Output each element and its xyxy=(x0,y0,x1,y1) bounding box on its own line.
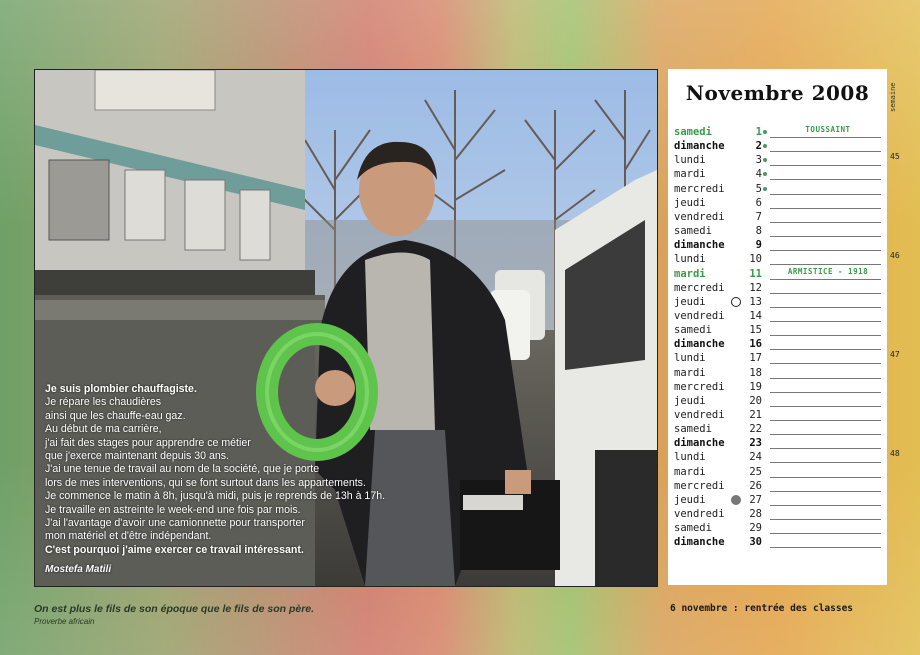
holiday-dot-icon xyxy=(763,144,767,148)
story-line: Je commence le matin à 8h, jusqu'à midi, puis je reprends de 13h à 17h. xyxy=(45,490,386,503)
writing-line xyxy=(770,406,881,407)
writing-line xyxy=(770,477,881,478)
day-number: 21 xyxy=(749,409,762,421)
writing-line xyxy=(770,349,881,350)
day-name: dimanche xyxy=(674,536,725,549)
calendar-day-row xyxy=(668,282,887,296)
day-name: dimanche xyxy=(674,437,725,450)
day-name: samedi xyxy=(674,225,712,238)
day-number: 16 xyxy=(749,338,762,351)
calendar-day-row xyxy=(668,494,887,508)
day-number: 18 xyxy=(749,366,762,379)
calendar-day-row xyxy=(668,338,887,352)
writing-line xyxy=(770,462,881,463)
writing-line xyxy=(770,250,881,251)
holiday-note: TOUSSAINT xyxy=(776,125,880,134)
calendar-day-row xyxy=(668,211,887,225)
writing-line xyxy=(770,321,881,322)
day-name: jeudi xyxy=(674,394,706,407)
day-number: 11 xyxy=(749,267,762,280)
calendar-day-row xyxy=(668,381,887,395)
day-number: 24 xyxy=(749,451,762,464)
calendar-panel xyxy=(668,69,887,585)
day-name: lundi xyxy=(674,451,706,464)
day-name: mercredi xyxy=(674,281,725,294)
story-line: J'ai une tenue de travail au nom de la société, que je porte xyxy=(45,463,320,476)
story-line: lors de mes interventions, qui se font surtout dans les appartements. xyxy=(45,476,366,489)
calendar-day-row xyxy=(668,324,887,338)
day-number: 9 xyxy=(755,239,762,252)
day-name: samedi xyxy=(674,324,712,337)
story-line: Je travaille en astreinte le week-end une fois par mois. xyxy=(45,503,301,516)
writing-line xyxy=(770,533,881,534)
week-number: 45 xyxy=(890,152,900,162)
quote-source: Proverbe africain xyxy=(34,617,95,626)
day-number: 15 xyxy=(749,324,762,337)
quote-text: On est plus le fils de son époque que le fils de son père. xyxy=(34,603,315,615)
writing-line xyxy=(770,279,881,280)
story-line: mon matériel et d'être indépendant. xyxy=(45,530,212,543)
day-number: 10 xyxy=(749,253,762,266)
calendar-day-row xyxy=(668,395,887,409)
calendar-day-row xyxy=(668,310,887,324)
writing-line xyxy=(770,165,881,166)
day-name: mardi xyxy=(674,267,706,280)
writing-line xyxy=(770,208,881,209)
day-number: 5 xyxy=(755,182,762,195)
day-name: jeudi xyxy=(674,196,706,209)
week-column-header: semaine xyxy=(889,82,897,112)
calendar-day-row xyxy=(668,168,887,182)
writing-line xyxy=(770,222,881,223)
day-number: 13 xyxy=(749,295,762,308)
day-name: jeudi xyxy=(674,295,706,308)
calendar-day-row xyxy=(668,522,887,536)
calendar-day-row xyxy=(668,268,887,282)
writing-line xyxy=(770,137,881,138)
story-text xyxy=(45,383,465,557)
week-number: 46 xyxy=(890,251,900,261)
writing-line xyxy=(770,434,881,435)
story-line: que j'exerce maintenant depuis 30 ans. xyxy=(45,450,230,463)
day-name: dimanche xyxy=(674,239,725,252)
calendar-day-row xyxy=(668,154,887,168)
calendar-day-row xyxy=(668,239,887,253)
calendar-day-row xyxy=(668,197,887,211)
writing-line xyxy=(770,179,881,180)
day-name: lundi xyxy=(674,154,706,167)
day-number: 2 xyxy=(755,140,762,153)
writing-line xyxy=(770,420,881,421)
story-line: Je suis plombier chauffagiste. xyxy=(45,383,197,395)
story-line: C'est pourquoi j'aime exercer ce travail intéressant. xyxy=(45,543,304,556)
day-number: 19 xyxy=(749,380,762,393)
day-name: lundi xyxy=(674,253,706,266)
writing-line xyxy=(770,307,881,308)
day-name: samedi xyxy=(674,126,712,138)
calendar-day-row xyxy=(668,437,887,451)
writing-line xyxy=(770,547,881,548)
calendar-day-row xyxy=(668,140,887,154)
calendar-day-row xyxy=(668,466,887,480)
day-name: dimanche xyxy=(674,338,725,351)
day-name: samedi xyxy=(674,522,712,535)
day-number: 25 xyxy=(749,465,762,478)
calendar-day-row xyxy=(668,451,887,465)
holiday-dot-icon xyxy=(763,158,767,162)
story-line: Je répare les chaudières xyxy=(45,396,162,409)
day-name: vendredi xyxy=(674,409,725,421)
writing-line xyxy=(770,293,881,294)
day-name: jeudi xyxy=(674,493,706,506)
calendar-day-row xyxy=(668,423,887,437)
day-number: 22 xyxy=(749,423,762,436)
story-line: J'ai l'avantage d'avoir une camionnette pour transporter xyxy=(45,517,305,530)
day-number: 28 xyxy=(749,508,762,521)
day-name: mardi xyxy=(674,366,706,379)
writing-line xyxy=(770,264,881,265)
day-name: mardi xyxy=(674,168,706,181)
day-number: 4 xyxy=(755,168,762,181)
day-number: 30 xyxy=(749,536,762,549)
day-number: 26 xyxy=(749,479,762,492)
calendar-day-row xyxy=(668,352,887,366)
writing-line xyxy=(770,519,881,520)
day-name: vendredi xyxy=(674,309,725,322)
day-number: 29 xyxy=(749,522,762,535)
calendar-day-row xyxy=(668,253,887,267)
calendar-day-row xyxy=(668,296,887,310)
writing-line xyxy=(770,448,881,449)
writing-line xyxy=(770,491,881,492)
portrait-photo xyxy=(34,69,658,587)
writing-line xyxy=(770,194,881,195)
day-name: mercredi xyxy=(674,479,725,492)
week-number: 48 xyxy=(890,449,900,459)
day-name: vendredi xyxy=(674,508,725,521)
day-number: 17 xyxy=(749,352,762,365)
story-line: Au début de ma carrière, xyxy=(45,423,162,436)
day-number: 7 xyxy=(755,210,762,223)
writing-line xyxy=(770,505,881,506)
day-number: 27 xyxy=(749,493,762,506)
day-number: 3 xyxy=(755,154,762,167)
day-name: mercredi xyxy=(674,380,725,393)
calendar-day-row xyxy=(668,409,887,423)
day-number: 23 xyxy=(749,437,762,450)
day-number: 1 xyxy=(755,126,762,138)
story-line: ainsi que les chauffe-eau gaz. xyxy=(45,409,186,422)
holiday-dot-icon xyxy=(763,172,767,176)
author-name: Mostefa Matili xyxy=(45,564,112,575)
calendar-day-row xyxy=(668,536,887,550)
day-number: 12 xyxy=(749,281,762,294)
calendar-day-row xyxy=(668,225,887,239)
day-number: 6 xyxy=(755,196,762,209)
writing-line xyxy=(770,335,881,336)
calendar-day-row xyxy=(668,480,887,494)
writing-line xyxy=(770,378,881,379)
day-name: dimanche xyxy=(674,140,725,153)
calendar-footnote: 6 novembre : rentrée des classes xyxy=(670,603,854,614)
day-name: vendredi xyxy=(674,210,725,223)
holiday-note: ARMISTICE - 1918 xyxy=(776,267,880,276)
writing-line xyxy=(770,236,881,237)
story-line: j'ai fait des stages pour apprendre ce métier xyxy=(45,436,251,449)
day-name: mercredi xyxy=(674,182,725,195)
calendar-title: Novembre 2008 xyxy=(685,81,870,105)
day-number: 20 xyxy=(749,394,762,407)
calendar-day-row xyxy=(668,183,887,197)
writing-line xyxy=(770,392,881,393)
holiday-dot-icon xyxy=(763,130,767,134)
day-number: 14 xyxy=(749,309,762,322)
calendar-day-row xyxy=(668,367,887,381)
calendar-day-row xyxy=(668,508,887,522)
day-name: lundi xyxy=(674,352,706,365)
holiday-dot-icon xyxy=(763,187,767,191)
calendar-day-row xyxy=(668,126,887,140)
writing-line xyxy=(770,151,881,152)
day-name: samedi xyxy=(674,423,712,436)
day-name: mardi xyxy=(674,465,706,478)
week-number: 47 xyxy=(890,350,900,360)
day-number: 8 xyxy=(755,225,762,238)
writing-line xyxy=(770,363,881,364)
